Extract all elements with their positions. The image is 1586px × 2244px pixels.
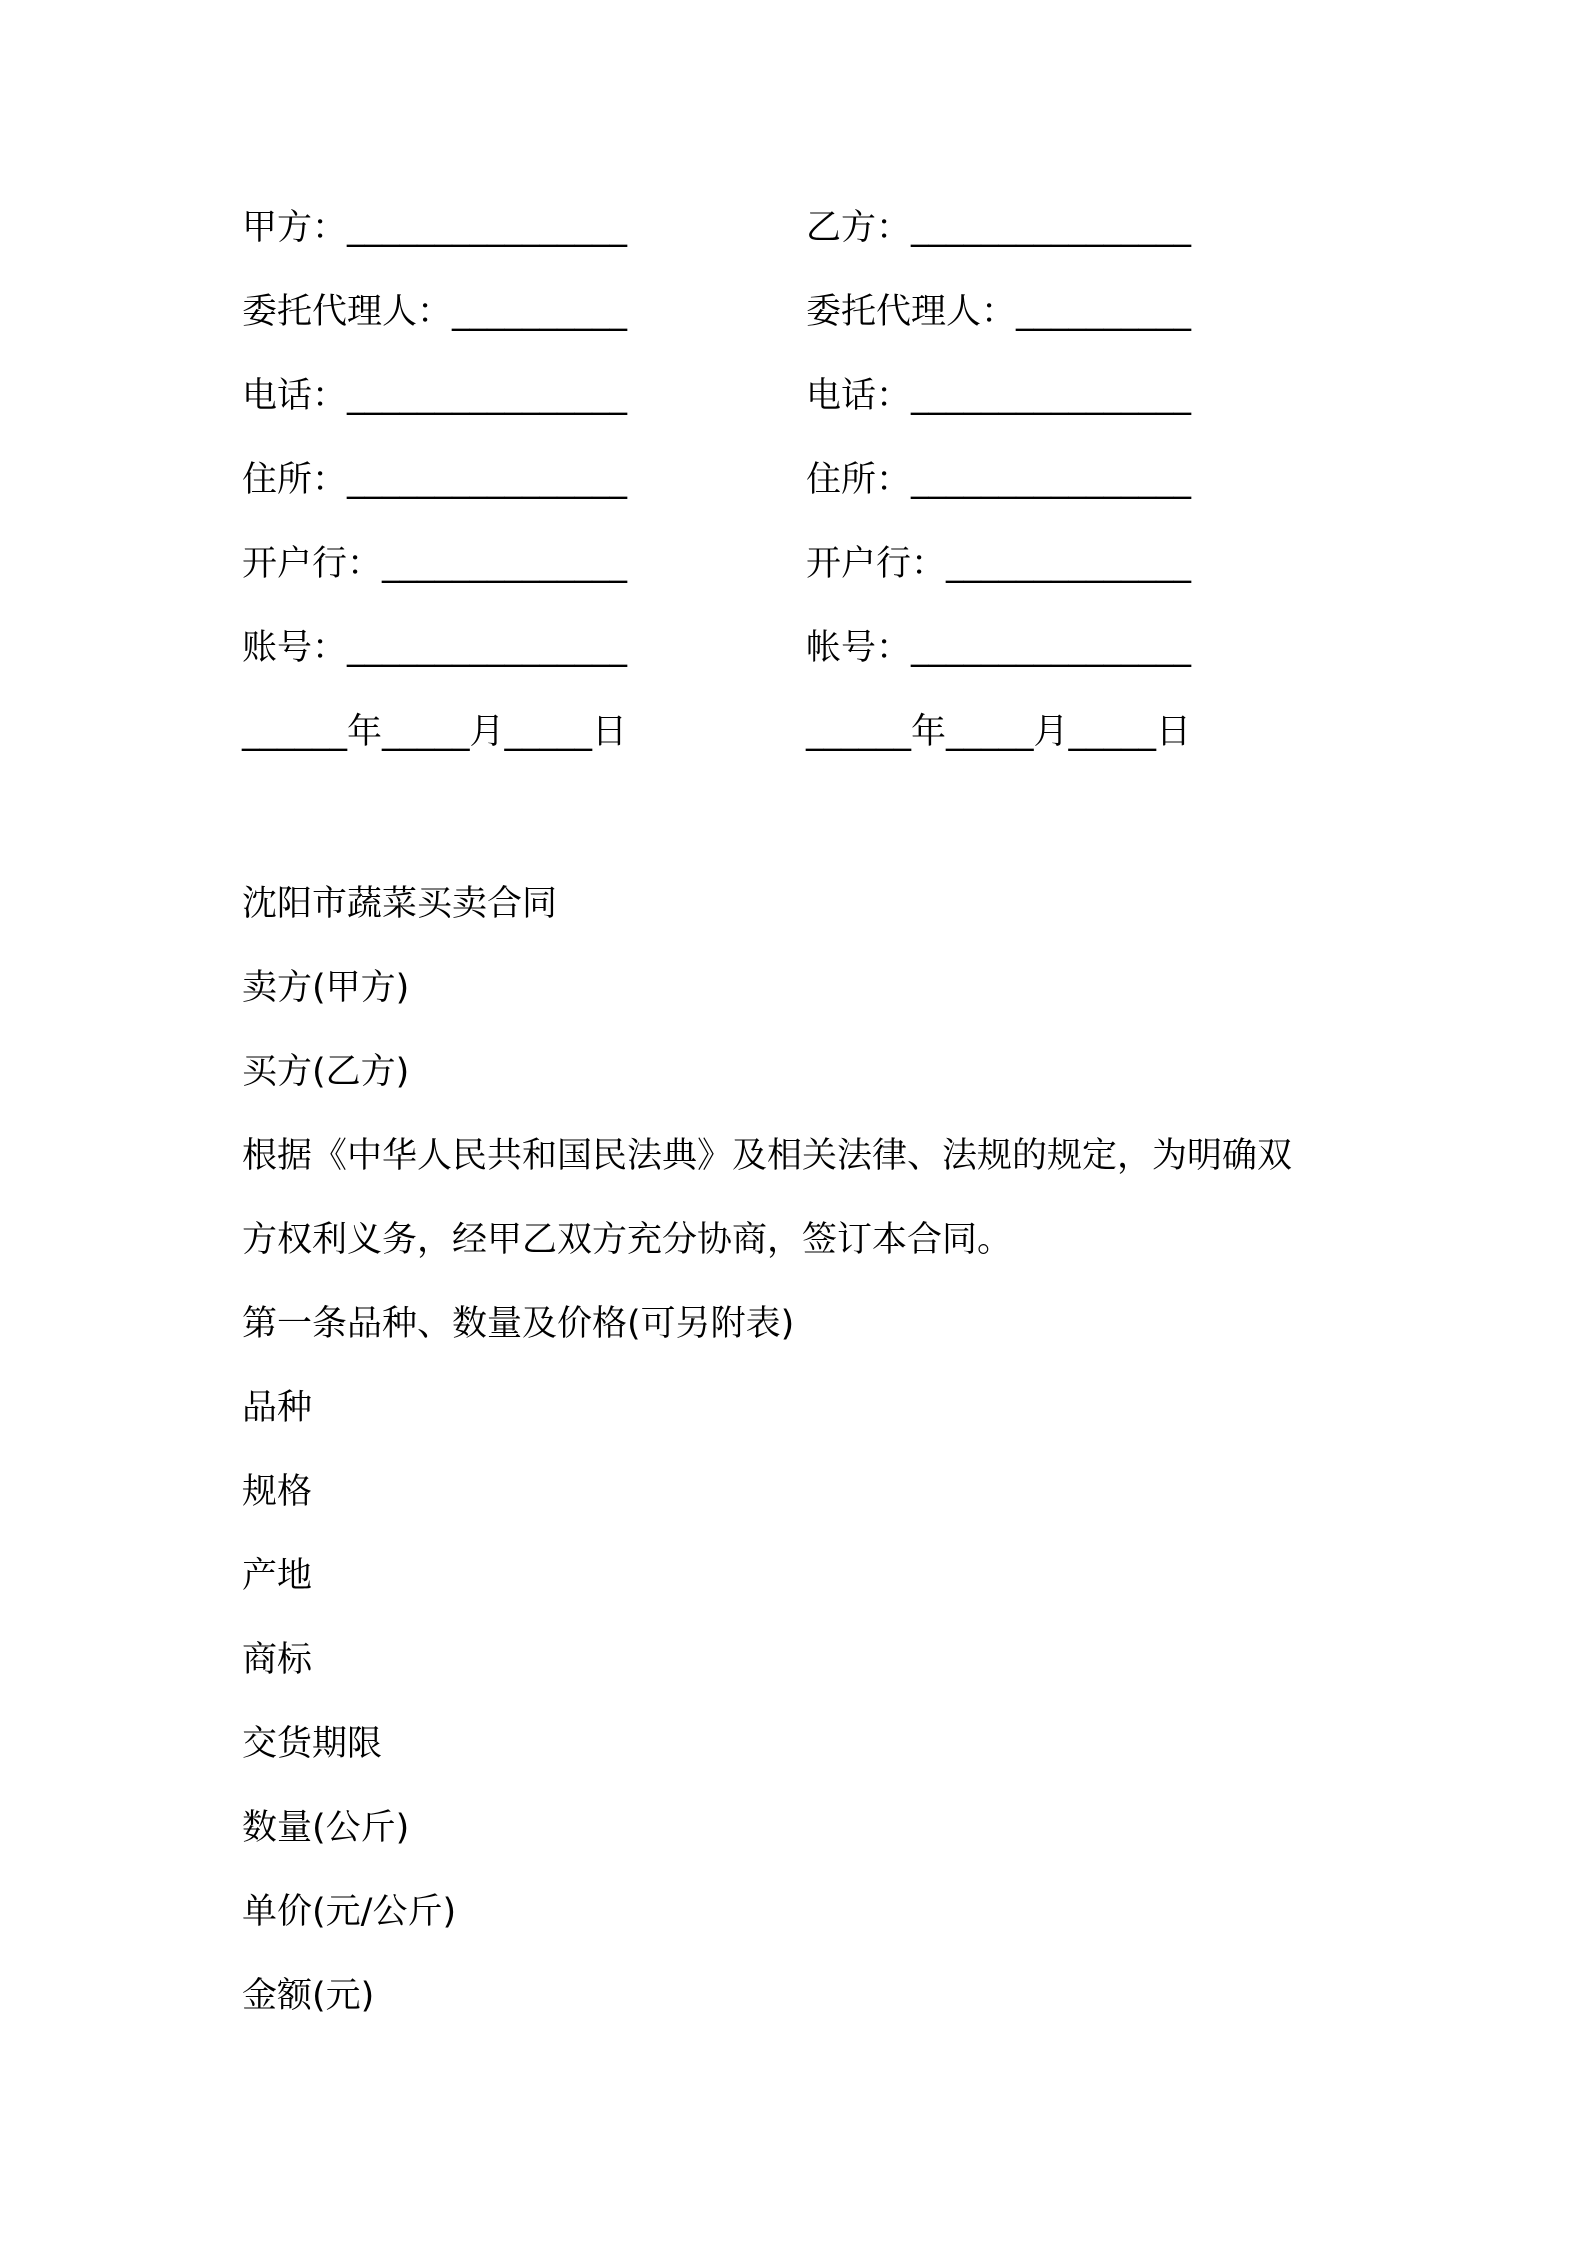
account-row — [242, 618, 1362, 702]
seller-label: 卖方(甲方) — [242, 968, 410, 1008]
party-a-account-field: 账号：________________ — [242, 628, 628, 668]
party-a-phone-field: 电话：________________ — [242, 376, 628, 416]
buyer-label: 买方(乙方) — [242, 1052, 410, 1092]
party-b-account-field: 帐号：________________ — [806, 628, 1192, 668]
intro-paragraph-line-1: 根据《中华人民共和国民法典》及相关法律、法规的规定，为明确双 — [242, 1136, 1293, 1176]
party-b-bank-field: 开户行：______________ — [806, 544, 1192, 584]
party-a-bank-field: 开户行：______________ — [242, 544, 628, 584]
party-b-address-field: 住所：________________ — [806, 460, 1192, 500]
field-amount: 金额(元) — [242, 1976, 375, 2016]
field-specification: 规格 — [242, 1472, 313, 1512]
address-row — [242, 450, 1362, 534]
party-name-row — [242, 198, 1362, 282]
contract-title: 沈阳市蔬菜买卖合同 — [242, 884, 558, 924]
phone-row — [242, 366, 1362, 450]
party-b-name-field: 乙方：________________ — [806, 208, 1192, 248]
field-delivery-deadline: 交货期限 — [242, 1724, 383, 1764]
field-unit-price: 单价(元/公斤) — [242, 1892, 457, 1932]
field-trademark: 商标 — [242, 1640, 313, 1680]
field-origin: 产地 — [242, 1556, 313, 1596]
party-b-agent-field: 委托代理人：__________ — [806, 292, 1192, 332]
contract-body — [242, 862, 1362, 2038]
article-1-heading: 第一条品种、数量及价格(可另附表) — [242, 1304, 795, 1344]
bank-row — [242, 534, 1362, 618]
party-b-date-field: ______年_____月_____日 — [806, 712, 1192, 752]
party-a-name-field: 甲方：________________ — [242, 208, 628, 248]
party-a-date-field: ______年_____月_____日 — [242, 712, 628, 752]
field-variety: 品种 — [242, 1388, 313, 1428]
signature-block — [242, 198, 1362, 786]
party-a-agent-field: 委托代理人：__________ — [242, 292, 628, 332]
agent-row — [242, 282, 1362, 366]
intro-paragraph-line-2: 方权利义务，经甲乙双方充分协商，签订本合同。 — [242, 1220, 1013, 1260]
date-row — [242, 702, 1362, 786]
party-a-address-field: 住所：________________ — [242, 460, 628, 500]
party-b-phone-field: 电话：________________ — [806, 376, 1192, 416]
field-quantity: 数量(公斤) — [242, 1808, 410, 1848]
